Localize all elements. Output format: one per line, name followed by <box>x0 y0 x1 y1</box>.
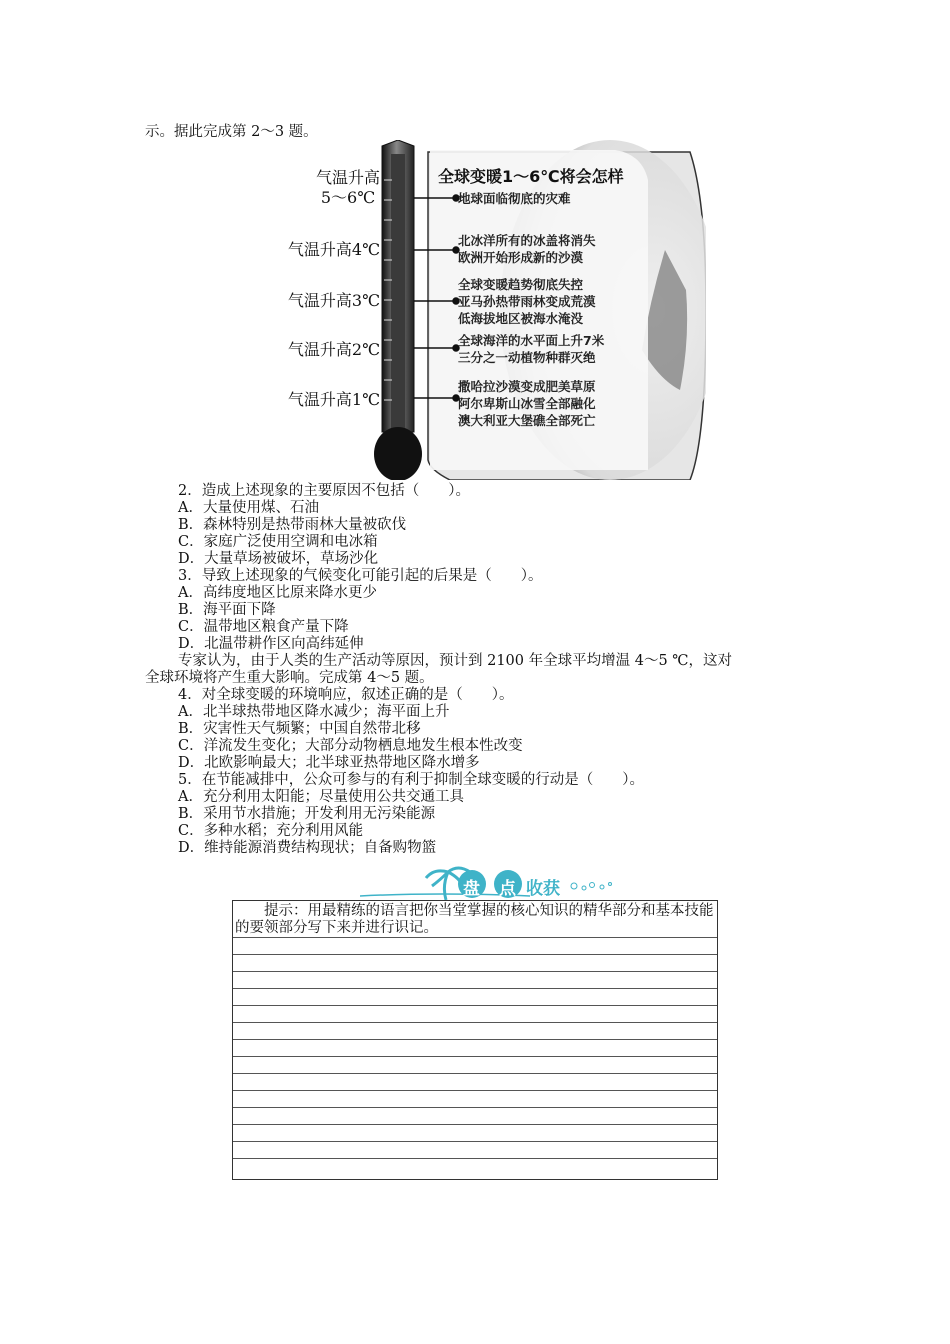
ruled-line <box>233 1039 717 1040</box>
question-3-option-a: A．高纬度地区比原来降水更少 <box>178 585 377 601</box>
effect-item: 地球面临彻底的灾难 <box>458 191 571 206</box>
effect-item: 欧洲开始形成新的沙漠 <box>458 250 584 265</box>
summary-hint: 提示：用最精练的语言把你当堂掌握的核心知识的精华部分和基本技能的要领部分写下来并进行识记。 <box>235 903 714 936</box>
ruled-line <box>233 1107 717 1108</box>
temp-label-2: 气温升高2℃ <box>287 340 380 359</box>
effect-item: 北冰洋所有的冰盖将消失 <box>458 233 596 248</box>
effects-panel <box>430 150 706 480</box>
question-4-option-d: D．北欧影响最大；北半球亚热带地区降水增多 <box>178 755 480 771</box>
question-2-option-d: D．大量草场被破坏，草场沙化 <box>178 551 379 567</box>
temp-label-3: 气温升高3℃ <box>287 291 380 310</box>
global-warming-figure <box>270 140 706 480</box>
passage-line-2: 全球环境将产生重大影响。完成第 4～5 题。 <box>145 670 434 686</box>
ruled-line <box>233 937 717 938</box>
effect-item: 低海拔地区被海水淹没 <box>458 311 584 326</box>
question-5-option-a: A．充分利用太阳能；尽量使用公共交通工具 <box>178 789 464 805</box>
ruled-line <box>233 1141 717 1142</box>
ruled-line <box>233 1022 717 1023</box>
ruled-line <box>233 971 717 972</box>
question-4-option-b: B．灾害性天气频繁；中国自然带北移 <box>178 721 421 737</box>
ruled-line <box>233 1124 717 1125</box>
temp-label-5-6: 气温升高 5～6℃ <box>315 168 380 207</box>
ruled-line <box>233 988 717 989</box>
question-3-option-c: C．温带地区粮食产量下降 <box>178 619 349 635</box>
ruled-line <box>233 1090 717 1091</box>
ruled-line <box>233 1073 717 1074</box>
question-3-stem: 3．导致上述现象的气候变化可能引起的后果是（ ）。 <box>178 568 543 584</box>
question-4-option-c: C．洋流发生变化；大部分动物栖息地发生根本性改变 <box>178 738 523 754</box>
question-2-option-a: A．大量使用煤、石油 <box>178 500 319 516</box>
ruled-line <box>233 1056 717 1057</box>
question-2-option-b: B．森林特别是热带雨林大量被砍伐 <box>178 517 407 533</box>
effect-item: 撒哈拉沙漠变成肥美草原 <box>458 379 596 394</box>
ruled-line <box>233 954 717 955</box>
question-3-option-d: D．北温带耕作区向高纬延伸 <box>178 636 364 652</box>
question-5-option-c: C．多种水稻；充分利用风能 <box>178 823 364 839</box>
question-5-stem: 5．在节能减排中，公众可参与的有利于抑制全球变暖的行动是（ ）。 <box>178 772 644 788</box>
temp-label-4: 气温升高4℃ <box>287 240 380 259</box>
question-3-option-b: B．海平面下降 <box>178 602 276 618</box>
ruled-line <box>233 1005 717 1006</box>
temp-label-1: 气温升高1℃ <box>287 390 380 409</box>
effect-item: 亚马孙热带雨林变成荒漠 <box>458 294 596 309</box>
question-2-stem: 2．造成上述现象的主要原因不包括（ ）。 <box>178 483 470 499</box>
effect-item: 阿尔卑斯山冰雪全部融化 <box>458 396 596 411</box>
intro-text: 示。据此完成第 2～3 题。 <box>145 124 318 140</box>
summary-header <box>360 866 620 902</box>
question-4-option-a: A．北半球热带地区降水减少；海平面上升 <box>178 704 450 720</box>
summary-badge-2: 点 <box>499 879 516 899</box>
summary-title: 收获 <box>526 879 560 899</box>
palm-tree-icon <box>360 866 620 902</box>
effect-item: 全球变暖趋势彻底失控 <box>458 277 584 292</box>
effect-item: 澳大利亚大堡礁全部死亡 <box>458 413 596 428</box>
panel-title: 全球变暖1～6℃将会怎样 <box>438 167 624 186</box>
summary-box <box>232 900 718 1180</box>
question-5-option-d: D．维持能源消费结构现状；自备购物篮 <box>178 840 437 856</box>
question-2-option-c: C．家庭广泛使用空调和电冰箱 <box>178 534 378 550</box>
ruled-line <box>233 1158 717 1159</box>
effect-item: 三分之一动植物种群灭绝 <box>458 350 596 365</box>
summary-badge-1: 盘 <box>463 879 480 899</box>
question-4-stem: 4．对全球变暖的环境响应，叙述正确的是（ ）。 <box>178 687 514 703</box>
passage-line-1: 专家认为，由于人类的生产活动等原因，预计到 2100 年全球平均增温 4～5 ℃，这对 <box>178 653 733 669</box>
question-5-option-b: B．采用节水措施；开发利用无污染能源 <box>178 806 436 822</box>
effect-item: 全球海洋的水平面上升7米 <box>458 333 605 348</box>
